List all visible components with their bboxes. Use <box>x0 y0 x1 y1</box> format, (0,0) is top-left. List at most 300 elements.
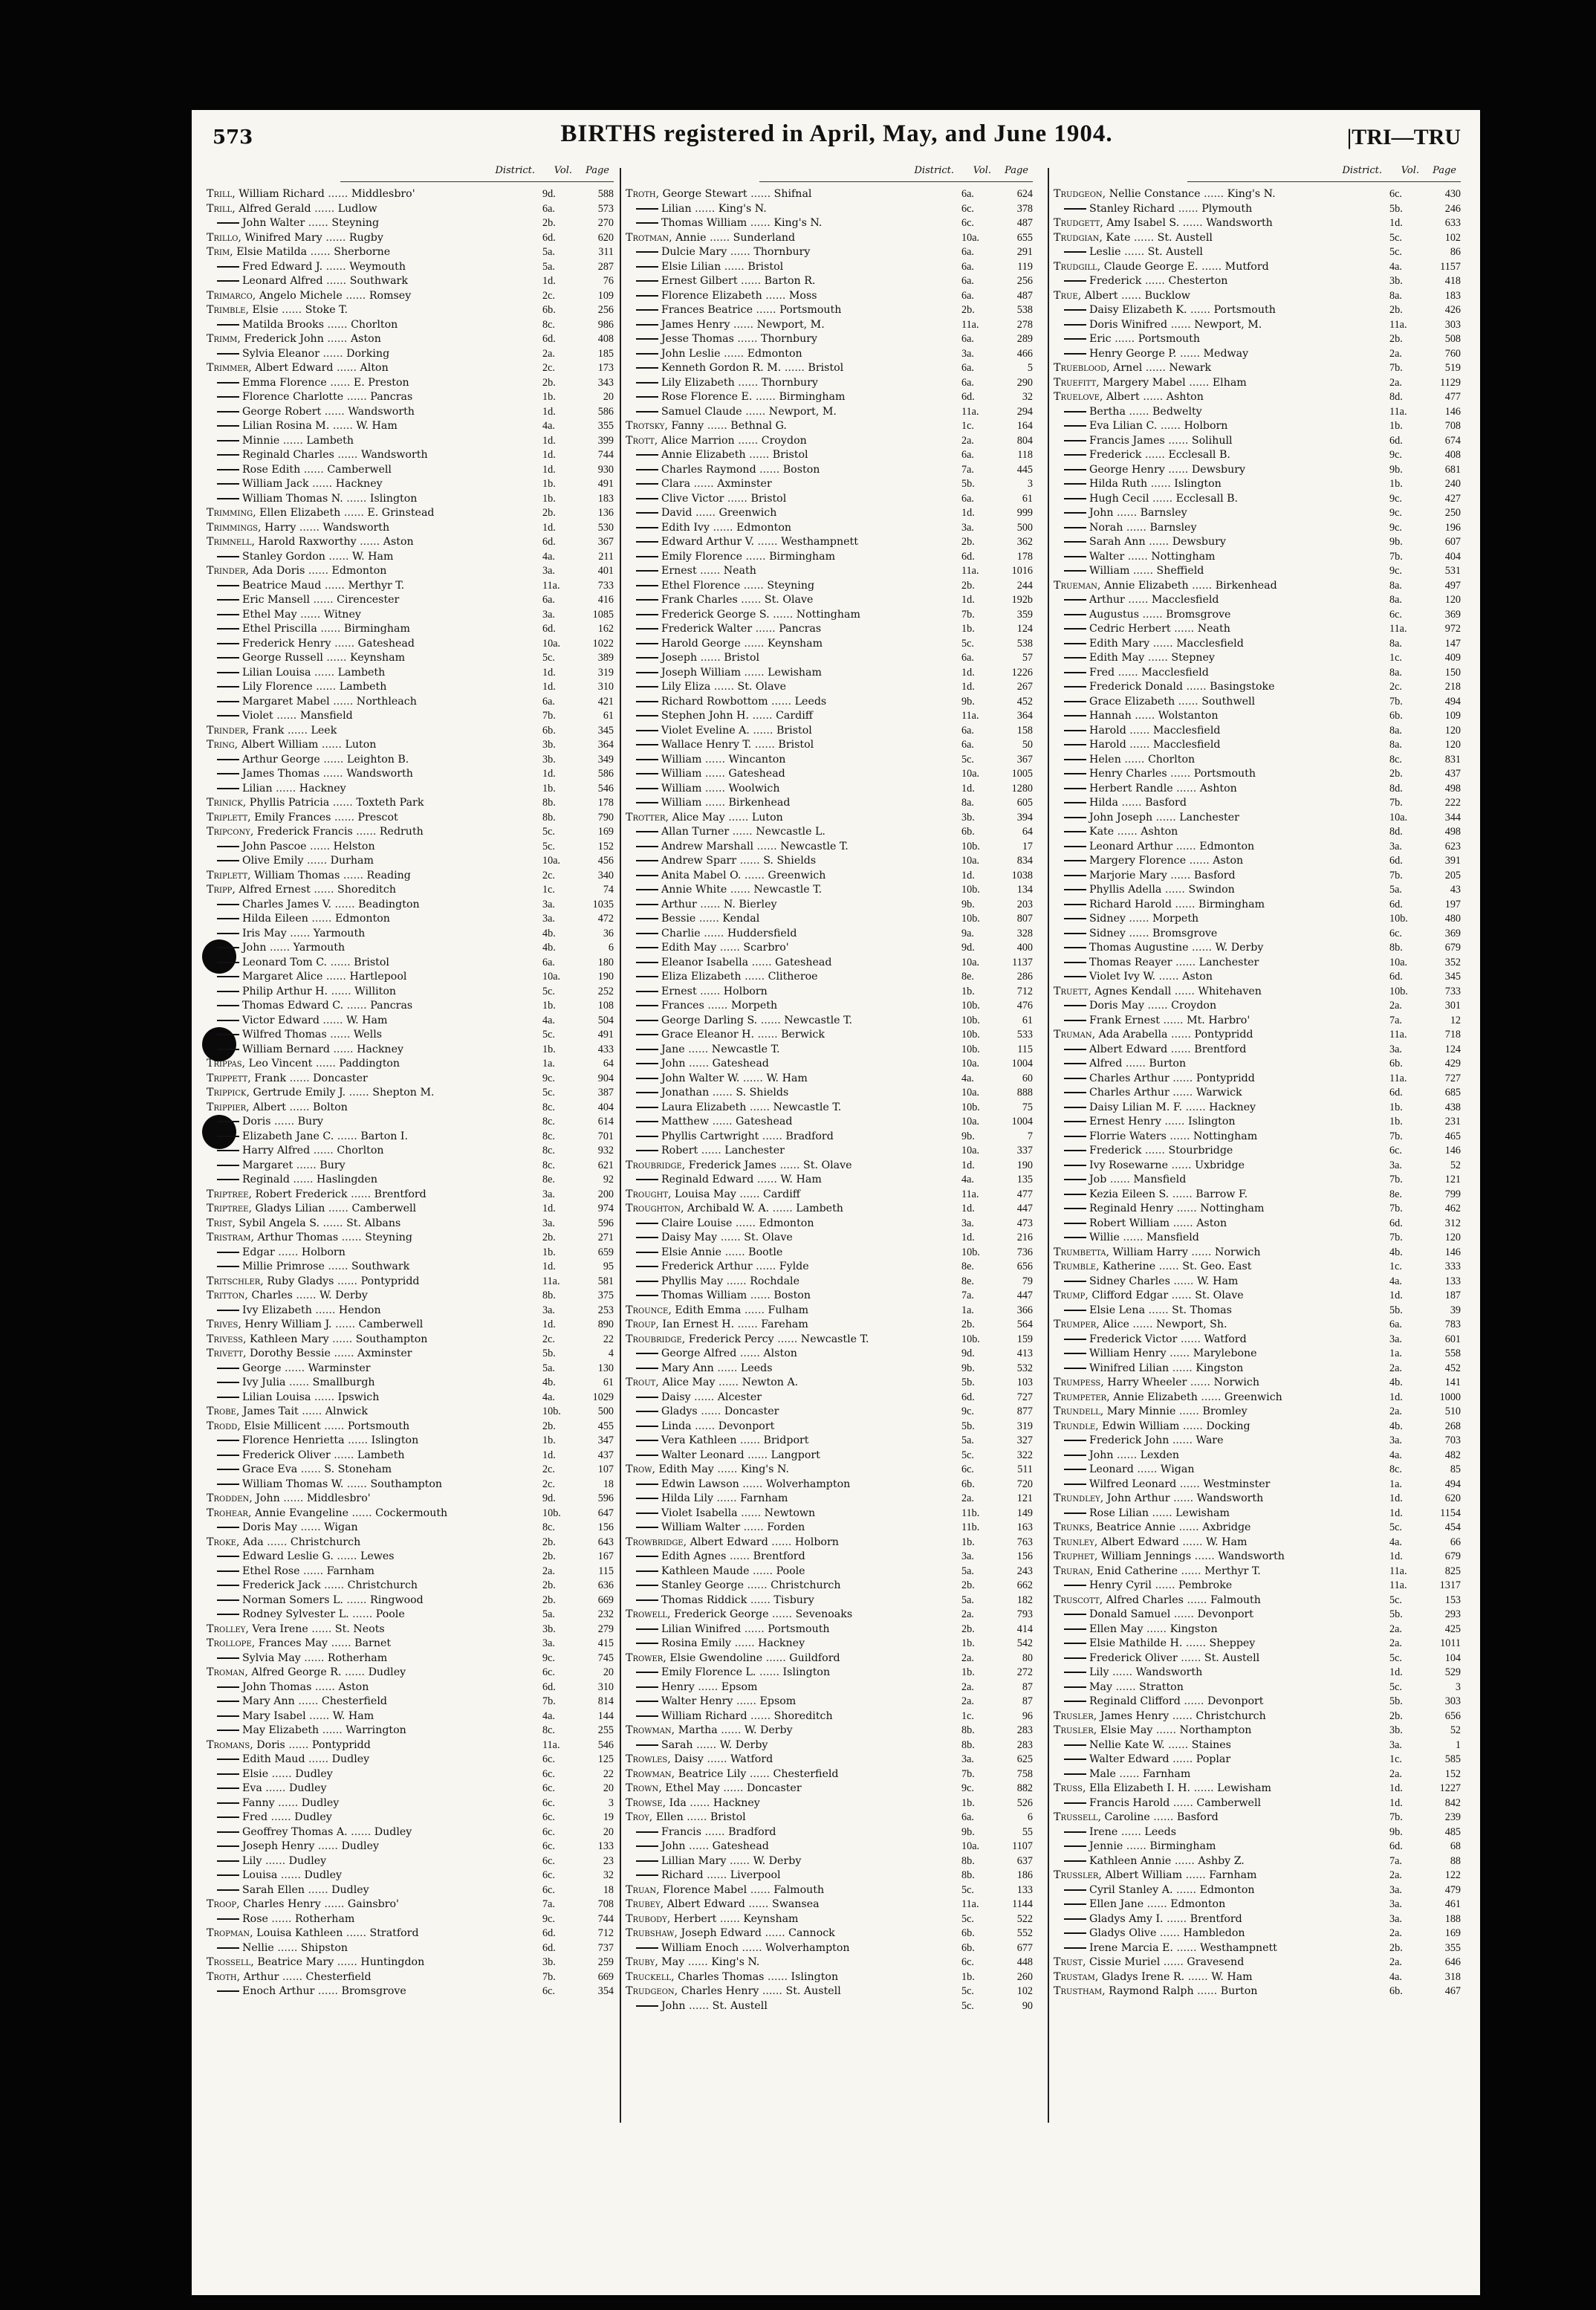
entry-volume: 6c. <box>542 1825 555 1838</box>
entry-volume: 9b. <box>961 1825 975 1838</box>
entry-district: Pembroke <box>1178 1579 1233 1591</box>
entry-given-names: Lilian Louisa <box>242 1391 311 1403</box>
entry-page: 20 <box>603 391 614 403</box>
entry-surname: Trought, <box>626 1188 675 1200</box>
ditto-dash <box>217 1165 239 1166</box>
entry-given-names: William Enoch <box>661 1941 739 1954</box>
entry-given-names: Sylvia Eleanor <box>242 347 320 360</box>
entry-given-names: Grace Eva <box>242 1463 298 1475</box>
entry-volume: 2a. <box>961 1608 974 1620</box>
entry-surname: Troy, <box>626 1811 656 1823</box>
entry-volume: 6a. <box>542 202 555 215</box>
entry-district: S. Stoneham <box>324 1463 392 1475</box>
entry-volume: 8d. <box>1389 826 1403 838</box>
ditto-dash <box>636 947 658 948</box>
entry-name: Dulcie Mary ...... Thornbury <box>626 245 957 260</box>
ditto-dash <box>217 1484 239 1485</box>
entry-volume: 3a. <box>542 565 555 577</box>
entry-surname: Trinder, <box>207 724 253 737</box>
entry-given-names: John <box>661 1999 686 2012</box>
index-entry <box>626 405 1033 420</box>
ditto-dash <box>217 846 239 847</box>
entry-name: Daisy Lilian M. F. ...... Hackney <box>1054 1101 1385 1116</box>
entry-volume: 4b. <box>542 1376 556 1388</box>
ditto-dash <box>1064 1136 1086 1137</box>
entry-given-names: Male <box>1089 1767 1116 1780</box>
ditto-dash <box>1064 933 1086 934</box>
ditto-dash <box>636 411 658 412</box>
entry-page: 103 <box>1016 1376 1033 1388</box>
entry-page: 240 <box>1444 478 1461 490</box>
entry-page: 347 <box>597 1434 614 1446</box>
entry-district: Edmonton <box>334 913 390 925</box>
ditto-dash <box>217 396 239 398</box>
entry-district: Nottingham <box>1151 550 1216 563</box>
entry-volume: 5b. <box>1389 202 1403 215</box>
entry-volume: 6c. <box>542 1840 555 1852</box>
entry-district: Haslingden <box>317 1174 378 1185</box>
entry-name: Trippick, Gertrude Emily J. ...... Shepton M. <box>207 1087 435 1099</box>
index-entry <box>1054 666 1461 681</box>
entry-page: 487 <box>1016 289 1033 302</box>
entry-district: Bristol <box>710 1811 746 1823</box>
entry-given-names: Alice May <box>662 1376 716 1388</box>
page-number: 573 <box>213 126 253 149</box>
entry-volume: 6d. <box>542 1941 556 1954</box>
entry-name: Fred ...... Dudley <box>207 1811 538 1825</box>
ditto-dash <box>217 1527 239 1528</box>
index-entry <box>207 463 614 478</box>
entry-given-names: Annie White <box>661 884 727 896</box>
ditto-dash <box>217 1121 239 1122</box>
ditto-dash <box>636 396 658 398</box>
ditto-dash <box>636 991 658 992</box>
entry-district: Barrow F. <box>1196 1188 1248 1200</box>
entry-name: Phyllis May ...... Rochdale <box>626 1275 957 1290</box>
entry-volume: 7b. <box>1389 1130 1403 1142</box>
ditto-dash <box>217 1049 239 1050</box>
entry-volume: 2a. <box>961 1492 974 1504</box>
ditto-dash <box>636 1107 658 1108</box>
entry-name: Eric Mansell ...... Cirencester <box>207 593 538 608</box>
entry-page: 601 <box>1444 1333 1461 1345</box>
entry-given-names: Rose Edith <box>242 463 301 476</box>
entry-name: Hannah ...... Wolstanton <box>1054 709 1385 724</box>
entry-name: Ivy Rosewarne ...... Uxbridge <box>1054 1159 1385 1174</box>
entry-district: Keynsham <box>767 637 823 650</box>
ditto-dash <box>1064 1368 1086 1369</box>
entry-given-names: Stanley George <box>661 1579 745 1591</box>
entry-given-names: Annie Elizabeth <box>1113 1391 1198 1403</box>
entry-name: Trudgeon, Charles Henry ...... St. Austell <box>626 1985 841 1997</box>
entry-page: 472 <box>597 913 614 925</box>
entry-district: Lambeth <box>357 1449 405 1461</box>
ditto-dash <box>1064 208 1086 210</box>
index-entry <box>626 1434 1033 1449</box>
entry-district: Wandsworth <box>346 768 413 780</box>
index-entry <box>1054 767 1461 782</box>
entry-given-names: Frances <box>661 1000 704 1012</box>
entry-name: Laura Elizabeth ...... Newcastle T. <box>626 1101 957 1116</box>
entry-volume: 6a. <box>542 695 555 708</box>
index-entry <box>1054 608 1461 623</box>
entry-volume: 2b. <box>961 1622 975 1635</box>
entry-given-names: Lily <box>1089 1666 1109 1678</box>
entry-name: Albert Edward ...... Brentford <box>1054 1043 1385 1058</box>
entry-given-names: Harold Raxworthy <box>258 536 357 548</box>
ditto-dash <box>636 469 658 470</box>
entry-volume: 1b. <box>961 1536 975 1548</box>
entry-name: Elizabeth Jane C. ...... Barton I. <box>207 1130 538 1145</box>
entry-page: 178 <box>597 797 614 809</box>
entry-name: John Thomas ...... Aston <box>207 1680 538 1695</box>
entry-volume: 6c. <box>961 202 974 215</box>
entry-page: 793 <box>1016 1608 1033 1620</box>
entry-volume: 11a. <box>961 318 979 331</box>
entry-district: Bridport <box>763 1434 809 1446</box>
entry-volume: 6d. <box>1389 1087 1403 1099</box>
entry-district: Bristol <box>808 362 844 374</box>
entry-page: 337 <box>1016 1145 1033 1156</box>
entry-district: Prescot <box>357 811 398 824</box>
entry-district: Neath <box>723 565 756 577</box>
index-entry <box>1054 1507 1461 1521</box>
entry-name: David ...... Greenwich <box>626 506 957 521</box>
entry-given-names: Ella Elizabeth I. H. <box>1089 1782 1191 1794</box>
entry-given-names: Thomas Reayer <box>1089 956 1172 968</box>
entry-district: W. Derby <box>719 1738 768 1751</box>
entry-district: Rochdale <box>750 1275 799 1287</box>
ditto-dash <box>636 1353 658 1354</box>
index-entry <box>626 666 1033 681</box>
entry-volume: 1b. <box>542 1434 556 1446</box>
entry-page: 546 <box>597 782 614 795</box>
entry-name: Tring, Albert William ...... Luton <box>207 739 377 751</box>
entry-page: 708 <box>1444 420 1461 432</box>
ditto-dash <box>636 889 658 890</box>
entry-district: Pontypridd <box>1196 1072 1255 1084</box>
index-entry <box>207 535 614 550</box>
index-entry <box>626 724 1033 739</box>
entry-given-names: Albert Edward <box>1100 1536 1179 1548</box>
entry-given-names: Edith May <box>658 1463 714 1475</box>
entry-district: Devonport <box>1197 1608 1254 1620</box>
index-entry <box>1054 390 1461 405</box>
entry-page: 804 <box>1016 434 1033 447</box>
entry-volume: 7b. <box>1389 362 1403 374</box>
entry-name: Trundley, John Arthur ...... Wandsworth <box>1054 1492 1264 1504</box>
ditto-dash <box>217 469 239 470</box>
entry-district: Aston <box>1196 1217 1227 1229</box>
entry-district: Keynsham <box>743 1912 799 1925</box>
entry-name: Harold ...... Macclesfield <box>1054 738 1385 753</box>
entry-district: W. Ham <box>780 1174 822 1185</box>
entry-given-names: Lilian <box>661 202 692 215</box>
entry-page: 367 <box>597 536 614 548</box>
entry-district: Mt. Harbro' <box>1187 1014 1250 1026</box>
ditto-dash <box>217 1034 239 1035</box>
entry-volume: 11a. <box>542 1275 560 1287</box>
index-entry <box>1054 1594 1461 1608</box>
entry-name: Enoch Arthur ...... Bromsgrove <box>207 1984 538 1999</box>
entry-volume: 11a. <box>542 1738 560 1751</box>
index-entry <box>1054 1347 1461 1362</box>
entry-page: 152 <box>597 840 614 852</box>
entry-volume: 2a. <box>1389 1956 1402 1968</box>
entry-page: 367 <box>1016 753 1033 766</box>
ditto-dash <box>217 628 239 630</box>
entry-given-names: Anita Mabel O. <box>661 869 742 881</box>
entry-name: Trimm, Frederick John ...... Aston <box>207 333 381 345</box>
entry-surname: Trueblood, <box>1054 362 1114 374</box>
entry-page: 674 <box>1444 434 1461 447</box>
entry-volume: 8e. <box>961 1261 974 1272</box>
entry-surname: Trimmer, <box>207 362 256 374</box>
entry-name: Trow, Edith May ...... King's N. <box>626 1463 789 1475</box>
entry-name: Wilfred Leonard ...... Westminster <box>1054 1478 1385 1492</box>
entry-page: 763 <box>1016 1536 1033 1548</box>
index-entry <box>1054 1796 1461 1811</box>
entry-page: 169 <box>597 826 614 838</box>
entry-page: 319 <box>1016 1420 1033 1432</box>
entry-volume: 10b. <box>961 1029 980 1041</box>
entry-surname: Troke, <box>207 1536 243 1548</box>
entry-district: Smallburgh <box>312 1376 375 1388</box>
entry-district: Newport, Sh. <box>1156 1319 1227 1330</box>
index-entry <box>207 1362 614 1376</box>
index-entry <box>626 303 1033 318</box>
entry-name: Trueman, Annie Elizabeth ...... Birkenhead <box>1054 579 1277 592</box>
entry-page: 167 <box>597 1550 614 1562</box>
ditto-dash <box>636 1628 658 1630</box>
entry-name: Trippas, Leo Vincent ...... Paddington <box>207 1058 400 1070</box>
entry-volume: 6c. <box>542 1854 555 1867</box>
entry-district: Lewisham <box>768 666 822 679</box>
entry-surname: Trudgett, <box>1054 217 1107 229</box>
entry-district: Stourbridge <box>1168 1145 1233 1156</box>
index-entry <box>626 376 1033 391</box>
entry-page: 708 <box>597 1898 614 1910</box>
ditto-dash <box>1064 599 1086 601</box>
entry-district: Dewsbury <box>1191 463 1246 476</box>
entry-given-names: Sarah Ellen <box>242 1883 305 1896</box>
entry-page: 141 <box>1444 1376 1461 1388</box>
entry-district: Newcastle T. <box>784 1014 852 1026</box>
ditto-dash <box>217 643 239 644</box>
entry-given-names: Robert <box>661 1145 698 1156</box>
entry-page: 149 <box>1016 1507 1033 1519</box>
entry-volume: 2a. <box>542 347 555 360</box>
ditto-dash <box>636 1397 658 1398</box>
entry-page: 401 <box>597 565 614 577</box>
entry-volume: 1d. <box>542 521 556 534</box>
entry-volume: 6c. <box>961 1463 974 1475</box>
entry-name: Trundle, Edwin William ...... Docking <box>1054 1420 1250 1432</box>
entry-given-names: Harry Alfred <box>242 1145 311 1156</box>
ditto-dash <box>1064 1903 1086 1905</box>
entry-page: 467 <box>1444 1985 1461 1997</box>
entry-name: Minnie ...... Lambeth <box>207 434 538 449</box>
entry-page: 394 <box>1016 811 1033 824</box>
entry-name: Trussell, Caroline ...... Basford <box>1054 1811 1219 1823</box>
index-entry <box>207 1478 614 1492</box>
index-entry <box>207 1869 614 1883</box>
entry-name: Trown, Ethel May ...... Doncaster <box>626 1782 802 1794</box>
ditto-dash <box>1064 1628 1086 1630</box>
entry-name: Hilda Eileen ...... Edmonton <box>207 912 538 927</box>
entry-district: W. Ham <box>1206 1536 1248 1548</box>
entry-page: 452 <box>1444 1362 1461 1374</box>
entry-district: Norwich <box>1214 1246 1261 1258</box>
entry-given-names: Phyllis Adella <box>1089 884 1162 896</box>
ditto-dash <box>636 1252 658 1253</box>
entry-volume: 2a. <box>1389 347 1402 360</box>
ditto-dash <box>636 1049 658 1050</box>
entry-name: Trubody, Herbert ...... Keynsham <box>626 1912 799 1925</box>
index-entry <box>207 303 614 318</box>
entry-surname: Troubridge, <box>626 1333 689 1345</box>
entry-volume: 4a. <box>1389 1970 1402 1983</box>
entry-volume: 1c. <box>961 1709 974 1722</box>
entry-district: Barton R. <box>764 275 816 287</box>
entry-given-names: Clive Victor <box>661 492 724 505</box>
district-header: District. <box>914 165 954 176</box>
entry-page: 20 <box>603 1782 614 1794</box>
entry-name: Grace Eleanor H. ...... Berwick <box>626 1028 957 1043</box>
entry-page: 404 <box>1444 550 1461 563</box>
entry-given-names: Charlie <box>661 927 701 939</box>
entry-district: Dudley <box>331 1753 370 1765</box>
index-entry <box>207 1173 614 1188</box>
ditto-dash <box>217 933 239 934</box>
entry-page: 974 <box>597 1203 614 1214</box>
index-entry <box>1054 593 1461 608</box>
index-entry <box>207 1608 614 1622</box>
index-entry <box>1054 1202 1461 1217</box>
entry-given-names: Annie Evangeline <box>254 1507 349 1519</box>
entry-volume: 2b. <box>542 1579 556 1591</box>
entry-volume: 3a. <box>1389 840 1402 852</box>
entry-given-names: Elsie Lena <box>1089 1304 1146 1316</box>
entry-page: 480 <box>1444 913 1461 925</box>
entry-volume: 9d. <box>542 1492 556 1504</box>
entry-page: 685 <box>1444 1087 1461 1099</box>
entry-surname: Trubody, <box>626 1912 674 1925</box>
ditto-dash <box>636 1715 658 1717</box>
entry-page: 1005 <box>1011 768 1033 780</box>
ditto-dash <box>217 353 239 355</box>
ditto-dash <box>217 1136 239 1137</box>
entry-name: Leonard Alfred ...... Southwark <box>207 274 538 289</box>
entry-given-names: Lily Florence <box>242 681 313 693</box>
entry-page: 445 <box>1016 463 1033 476</box>
ditto-dash <box>217 440 239 441</box>
entry-district: Bedwelty <box>1152 405 1202 418</box>
ditto-dash <box>1064 1020 1086 1021</box>
entry-page: 121 <box>1444 1174 1461 1185</box>
entry-page: 121 <box>1016 1492 1033 1504</box>
entry-page: 187 <box>1444 1290 1461 1301</box>
entry-given-names: William Thomas W. <box>242 1478 344 1490</box>
index-entry <box>626 680 1033 695</box>
entry-page: 310 <box>597 1680 614 1693</box>
entry-volume: 4b. <box>542 942 556 954</box>
entry-district: Poole <box>375 1608 405 1620</box>
entry-volume: 6c. <box>542 1985 555 1997</box>
index-entry <box>1054 1115 1461 1130</box>
entry-page: 270 <box>597 217 614 229</box>
entry-name: Sarah Ellen ...... Dudley <box>207 1883 538 1898</box>
entry-page: 1154 <box>1440 1507 1461 1519</box>
entry-given-names: Andrew Sparr <box>661 855 737 867</box>
entry-district: Islington <box>1174 478 1222 490</box>
ditto-dash <box>636 1556 658 1557</box>
entry-volume: 1d. <box>1389 1507 1403 1519</box>
entry-volume: 2a. <box>1389 1000 1402 1012</box>
entry-page: 185 <box>597 347 614 360</box>
entry-given-names: Kathleen Mary <box>250 1333 329 1345</box>
entry-given-names: Richard Harold <box>1089 898 1172 910</box>
entry-volume: 1d. <box>542 768 556 780</box>
entry-name: Tripcony, Frederick Francis ...... Redruth <box>207 826 424 838</box>
index-entry <box>1054 1318 1461 1333</box>
entry-page: 1004 <box>1011 1116 1033 1128</box>
index-entry <box>207 1695 614 1709</box>
entry-volume: 10a. <box>961 1840 980 1852</box>
entry-volume: 8a. <box>1389 724 1402 737</box>
entry-name: Trill, Alfred Gerald ...... Ludlow <box>207 202 377 215</box>
entry-volume: 1d. <box>961 681 975 693</box>
entry-name: Tromans, Doris ...... Pontypridd <box>207 1738 371 1751</box>
index-entry <box>626 738 1033 753</box>
entry-surname: Trump, <box>1054 1290 1092 1301</box>
entry-volume: 8b. <box>542 1290 556 1301</box>
index-entry <box>1054 1912 1461 1927</box>
entry-page: 156 <box>1016 1550 1033 1562</box>
entry-name: William Richard ...... Shoreditch <box>626 1709 957 1724</box>
entry-page: 433 <box>597 1043 614 1055</box>
entry-name: Trump, Clifford Edgar ...... St. Olave <box>1054 1290 1244 1301</box>
entry-name: Sidney Charles ...... W. Ham <box>1054 1275 1385 1290</box>
entry-page: 364 <box>1016 710 1033 722</box>
entry-name: Mary Ann ...... Chesterfield <box>207 1695 538 1709</box>
entry-page: 825 <box>1444 1565 1461 1577</box>
entry-given-names: Harry <box>264 521 296 534</box>
ditto-dash <box>1064 1686 1086 1688</box>
entry-volume: 3a. <box>1389 1043 1402 1055</box>
entry-given-names: David <box>661 507 692 519</box>
index-entry <box>1054 1231 1461 1246</box>
entry-given-names: Cissie Muriel <box>1089 1956 1161 1968</box>
index-entry <box>207 579 614 594</box>
entry-page: 1016 <box>1011 565 1033 577</box>
index-entry <box>626 1289 1033 1304</box>
ditto-dash <box>1064 1078 1086 1079</box>
entry-page: 454 <box>1444 1521 1461 1533</box>
entry-given-names: Francis <box>661 1825 701 1838</box>
entry-page: 66 <box>1450 1536 1461 1548</box>
entry-district: S. Shields <box>736 1087 789 1099</box>
entry-name: Trustam, Gladys Irene R. ...... W. Ham <box>1054 1970 1253 1983</box>
entry-page: 17 <box>1022 840 1033 852</box>
entry-district: Christchurch <box>290 1536 361 1548</box>
index-entry <box>1054 1840 1461 1854</box>
entry-page: 890 <box>597 1319 614 1330</box>
entry-volume: 6c. <box>542 1753 555 1765</box>
ditto-dash <box>636 628 658 630</box>
entry-page: 430 <box>1444 188 1461 200</box>
entry-name: Trimarco, Angelo Michele ...... Romsey <box>207 289 412 302</box>
